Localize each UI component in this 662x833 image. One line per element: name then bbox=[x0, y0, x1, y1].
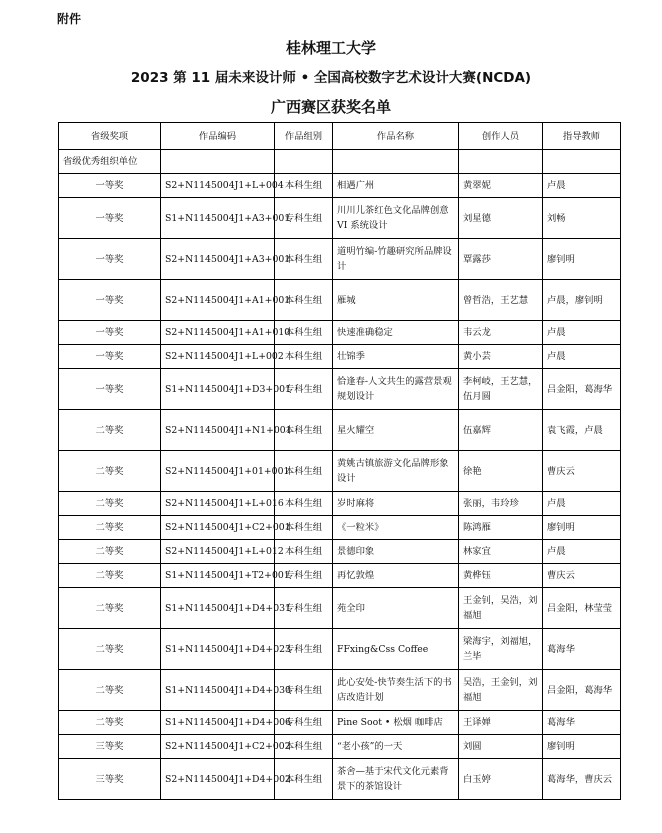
authors-cell: 李柯岐，王艺慧，伍月圆 bbox=[459, 369, 543, 410]
table-row bbox=[59, 174, 621, 198]
award-cell: 三等奖 bbox=[59, 759, 161, 800]
section-empty-cell bbox=[459, 150, 543, 174]
work-name-cell: 道明竹编-竹趣研究所品牌设计 bbox=[333, 239, 459, 280]
group-cell: 本科生组 bbox=[275, 345, 333, 369]
authors-cell: 王译婵 bbox=[459, 711, 543, 735]
code-cell: S2+N1145004J1+01+001 bbox=[161, 451, 275, 492]
group-cell: 本科生组 bbox=[275, 759, 333, 800]
code-cell: S2+N1145004J1+D4+002 bbox=[161, 759, 275, 800]
teacher-cell: 刘畅 bbox=[543, 198, 621, 239]
group-cell: 本科生组 bbox=[275, 516, 333, 540]
work-name-cell: 黄姚古镇旅游文化品牌形象设计 bbox=[333, 451, 459, 492]
header-code: 作品编码 bbox=[161, 123, 275, 150]
teacher-cell: 卢晨，廖钊明 bbox=[543, 280, 621, 321]
group-cell: 本科生组 bbox=[275, 451, 333, 492]
teacher-cell: 廖钊明 bbox=[543, 516, 621, 540]
code-cell: S1+N1145004J1+D4+006 bbox=[161, 711, 275, 735]
award-cell: 一等奖 bbox=[59, 174, 161, 198]
code-cell: S2+N1145004J1+N1+001 bbox=[161, 410, 275, 451]
award-cell: 一等奖 bbox=[59, 239, 161, 280]
code-cell: S1+N1145004J1+A3+001 bbox=[161, 198, 275, 239]
group-cell: 本科生组 bbox=[275, 735, 333, 759]
section-empty-cell bbox=[275, 150, 333, 174]
authors-cell: 韦云龙 bbox=[459, 321, 543, 345]
authors-cell: 吴浩，王金钊，刘福旭 bbox=[459, 670, 543, 711]
header-group: 作品组别 bbox=[275, 123, 333, 150]
code-cell: S2+N1145004J1+L+012 bbox=[161, 540, 275, 564]
award-cell: 一等奖 bbox=[59, 321, 161, 345]
work-name-cell: 此心安处-快节奏生活下的书店改造计划 bbox=[333, 670, 459, 711]
competition-title: 2023 第 11 届未来设计师 • 全国高校数字艺术设计大赛(NCDA) bbox=[130, 70, 532, 86]
table-header-row bbox=[59, 123, 621, 150]
teacher-cell: 袁飞霞，卢晨 bbox=[543, 410, 621, 451]
work-name-cell: 岁时麻将 bbox=[333, 492, 459, 516]
award-cell: 二等奖 bbox=[59, 564, 161, 588]
code-cell: S1+N1145004J1+D4+031 bbox=[161, 588, 275, 629]
group-cell: 专科生组 bbox=[275, 198, 333, 239]
authors-cell: 王金钊，吴浩，刘福旭 bbox=[459, 588, 543, 629]
authors-cell: 覃露莎 bbox=[459, 239, 543, 280]
authors-cell: 黄小芸 bbox=[459, 345, 543, 369]
code-cell: S2+N1145004J1+L+016 bbox=[161, 492, 275, 516]
work-name-cell: “老小孩”的一天 bbox=[333, 735, 459, 759]
group-cell: 本科生组 bbox=[275, 239, 333, 280]
award-cell: 二等奖 bbox=[59, 588, 161, 629]
teacher-cell: 卢晨 bbox=[543, 540, 621, 564]
teacher-cell: 吕金阳，葛海华 bbox=[543, 670, 621, 711]
group-cell: 专科生组 bbox=[275, 588, 333, 629]
work-name-cell: 快速准确稳定 bbox=[333, 321, 459, 345]
teacher-cell: 吕金阳，葛海华 bbox=[543, 369, 621, 410]
authors-cell: 徐艳 bbox=[459, 451, 543, 492]
authors-cell: 白玉婷 bbox=[459, 759, 543, 800]
teacher-cell: 葛海华 bbox=[543, 629, 621, 670]
award-cell: 一等奖 bbox=[59, 369, 161, 410]
table-row bbox=[59, 629, 621, 670]
award-cell: 二等奖 bbox=[59, 540, 161, 564]
award-cell: 二等奖 bbox=[59, 629, 161, 670]
award-cell: 二等奖 bbox=[59, 516, 161, 540]
table-row bbox=[59, 711, 621, 735]
table-row bbox=[59, 588, 621, 629]
authors-cell: 梁海宇，刘福旭，兰毕 bbox=[459, 629, 543, 670]
work-name-cell: 恰逢春-人文共生的露营景观规划设计 bbox=[333, 369, 459, 410]
authors-cell: 林家宜 bbox=[459, 540, 543, 564]
work-name-cell: 雁城 bbox=[333, 280, 459, 321]
code-cell: S1+N1145004J1+T2+001 bbox=[161, 564, 275, 588]
table-row bbox=[59, 280, 621, 321]
authors-cell: 伍嘉辉 bbox=[459, 410, 543, 451]
code-cell: S2+N1145004J1+L+002 bbox=[161, 345, 275, 369]
teacher-cell: 卢晨 bbox=[543, 321, 621, 345]
authors-cell: 黄桦钰 bbox=[459, 564, 543, 588]
work-name-cell: 《一粒米》 bbox=[333, 516, 459, 540]
awards-table bbox=[58, 122, 621, 800]
code-cell: S2+N1145004J1+A1+010 bbox=[161, 321, 275, 345]
table-row bbox=[59, 410, 621, 451]
award-cell: 二等奖 bbox=[59, 670, 161, 711]
work-name-cell: 壮锦季 bbox=[333, 345, 459, 369]
award-cell: 一等奖 bbox=[59, 198, 161, 239]
group-cell: 专科生组 bbox=[275, 369, 333, 410]
code-cell: S1+N1145004J1+D4+030 bbox=[161, 670, 275, 711]
list-title: 广西赛区获奖名单 bbox=[270, 98, 391, 116]
section-empty-cell bbox=[333, 150, 459, 174]
table-row bbox=[59, 198, 621, 239]
table-row bbox=[59, 759, 621, 800]
table-row bbox=[59, 345, 621, 369]
authors-cell: 张丽，韦玲珍 bbox=[459, 492, 543, 516]
attachment-label: 附件 bbox=[57, 12, 82, 26]
section-empty-cell bbox=[161, 150, 275, 174]
work-name-cell: 景德印象 bbox=[333, 540, 459, 564]
work-name-cell: 星火耀空 bbox=[333, 410, 459, 451]
code-cell: S1+N1145004J1+D3+001 bbox=[161, 369, 275, 410]
header-work-name: 作品名称 bbox=[333, 123, 459, 150]
teacher-cell: 卢晨 bbox=[543, 174, 621, 198]
section-empty-cell bbox=[543, 150, 621, 174]
group-cell: 本科生组 bbox=[275, 540, 333, 564]
group-cell: 本科生组 bbox=[275, 321, 333, 345]
group-cell: 本科生组 bbox=[275, 410, 333, 451]
teacher-cell: 卢晨 bbox=[543, 345, 621, 369]
teacher-cell: 吕金阳，林莹莹 bbox=[543, 588, 621, 629]
code-cell: S2+N1145004J1+C2+002 bbox=[161, 735, 275, 759]
teacher-cell: 卢晨 bbox=[543, 492, 621, 516]
table-row bbox=[59, 735, 621, 759]
work-name-cell: 茶舍—基于宋代文化元素背景下的茶馆设计 bbox=[333, 759, 459, 800]
group-cell: 本科生组 bbox=[275, 174, 333, 198]
group-cell: 本科生组 bbox=[275, 280, 333, 321]
university-title: 桂林理工大学 bbox=[285, 39, 376, 57]
authors-cell: 曾哲浩，王艺慧 bbox=[459, 280, 543, 321]
code-cell: S2+N1145004J1+A1+001 bbox=[161, 280, 275, 321]
table-row bbox=[59, 540, 621, 564]
section-label: 省级优秀组织单位 bbox=[59, 150, 161, 174]
award-cell: 一等奖 bbox=[59, 345, 161, 369]
award-cell: 二等奖 bbox=[59, 711, 161, 735]
work-name-cell: 相遇广州 bbox=[333, 174, 459, 198]
code-cell: S2+N1145004J1+A3+001 bbox=[161, 239, 275, 280]
work-name-cell: Pine Soot • 松烟 咖啡店 bbox=[333, 711, 459, 735]
group-cell: 专科生组 bbox=[275, 670, 333, 711]
group-cell: 专科生组 bbox=[275, 711, 333, 735]
work-name-cell: FFxing&Css Coffee bbox=[333, 629, 459, 670]
teacher-cell: 葛海华 bbox=[543, 711, 621, 735]
teacher-cell: 曹庆云 bbox=[543, 564, 621, 588]
table-row bbox=[59, 451, 621, 492]
code-cell: S2+N1145004J1+C2+001 bbox=[161, 516, 275, 540]
teacher-cell: 廖钊明 bbox=[543, 735, 621, 759]
table-row bbox=[59, 670, 621, 711]
work-name-cell: 苑全印 bbox=[333, 588, 459, 629]
teacher-cell: 葛海华，曹庆云 bbox=[543, 759, 621, 800]
award-cell: 三等奖 bbox=[59, 735, 161, 759]
header-award: 省级奖项 bbox=[59, 123, 161, 150]
award-cell: 一等奖 bbox=[59, 280, 161, 321]
authors-cell: 刘星德 bbox=[459, 198, 543, 239]
award-cell: 二等奖 bbox=[59, 410, 161, 451]
work-name-cell: 再忆敦煌 bbox=[333, 564, 459, 588]
table-row bbox=[59, 321, 621, 345]
award-cell: 二等奖 bbox=[59, 451, 161, 492]
table-row bbox=[59, 239, 621, 280]
table-row bbox=[59, 516, 621, 540]
teacher-cell: 廖钊明 bbox=[543, 239, 621, 280]
work-name-cell: 川川儿茶红色文化品牌创意 VI 系统设计 bbox=[333, 198, 459, 239]
code-cell: S2+N1145004J1+L+004 bbox=[161, 174, 275, 198]
group-cell: 本科生组 bbox=[275, 492, 333, 516]
teacher-cell: 曹庆云 bbox=[543, 451, 621, 492]
table-row bbox=[59, 564, 621, 588]
section-row bbox=[59, 150, 621, 174]
authors-cell: 刘圆 bbox=[459, 735, 543, 759]
code-cell: S1+N1145004J1+D4+023 bbox=[161, 629, 275, 670]
group-cell: 专科生组 bbox=[275, 564, 333, 588]
authors-cell: 黄翠妮 bbox=[459, 174, 543, 198]
group-cell: 专科生组 bbox=[275, 629, 333, 670]
table-row bbox=[59, 369, 621, 410]
header-teacher: 指导教师 bbox=[543, 123, 621, 150]
award-cell: 二等奖 bbox=[59, 492, 161, 516]
table-row bbox=[59, 492, 621, 516]
authors-cell: 陈鸿雁 bbox=[459, 516, 543, 540]
header-authors: 创作人员 bbox=[459, 123, 543, 150]
